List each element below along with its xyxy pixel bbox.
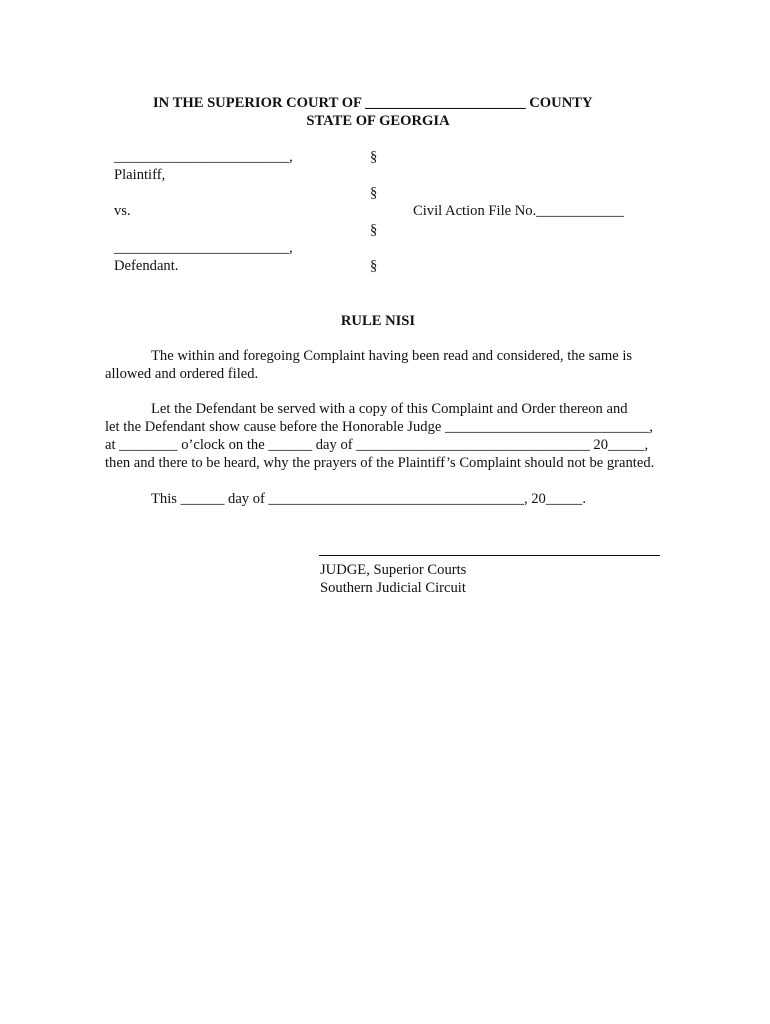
defendant-blank: ________________________, bbox=[114, 240, 293, 256]
state-heading: STATE OF GEORGIA bbox=[306, 113, 450, 129]
section-mark-3: § bbox=[370, 222, 378, 238]
section-mark-1: § bbox=[370, 149, 378, 165]
plaintiff-label: Plaintiff, bbox=[114, 167, 166, 183]
section-mark-2: § bbox=[370, 185, 378, 201]
vs-label: vs. bbox=[114, 203, 131, 219]
defendant-label: Defendant. bbox=[114, 258, 179, 274]
paragraph-complaint-filed: The within and foregoing Complaint having been read and considered, the same is allowed and ordered filed. bbox=[105, 348, 633, 382]
signature-line bbox=[319, 555, 660, 556]
paragraph-service-line-1: Let the Defendant be served with a copy of this Complaint and Order thereon and bbox=[151, 401, 628, 417]
paragraph-service-line-2: let the Defendant show cause before the Honorable Judge ____________________________, bbox=[105, 419, 653, 435]
judicial-circuit: Southern Judicial Circuit bbox=[320, 580, 466, 596]
plaintiff-blank: ________________________, bbox=[114, 149, 293, 165]
section-mark-4: § bbox=[370, 258, 378, 274]
judge-title: JUDGE, Superior Courts bbox=[320, 562, 467, 578]
paragraph-service-line-3: at ________ o’clock on the ______ day of ________________________________ 20_____, bbox=[105, 437, 649, 453]
date-line: This ______ day of ___________________________________, 20_____. bbox=[151, 491, 586, 507]
paragraph-service-line-4: then and there to be heard, why the prayers of the Plaintiff’s Complaint should not be granted. bbox=[105, 455, 655, 471]
rule-nisi-title: RULE NISI bbox=[340, 313, 416, 329]
court-heading: IN THE SUPERIOR COURT OF ______________________ COUNTY bbox=[153, 95, 593, 111]
civil-action-file-no: Civil Action File No.____________ bbox=[413, 203, 624, 219]
